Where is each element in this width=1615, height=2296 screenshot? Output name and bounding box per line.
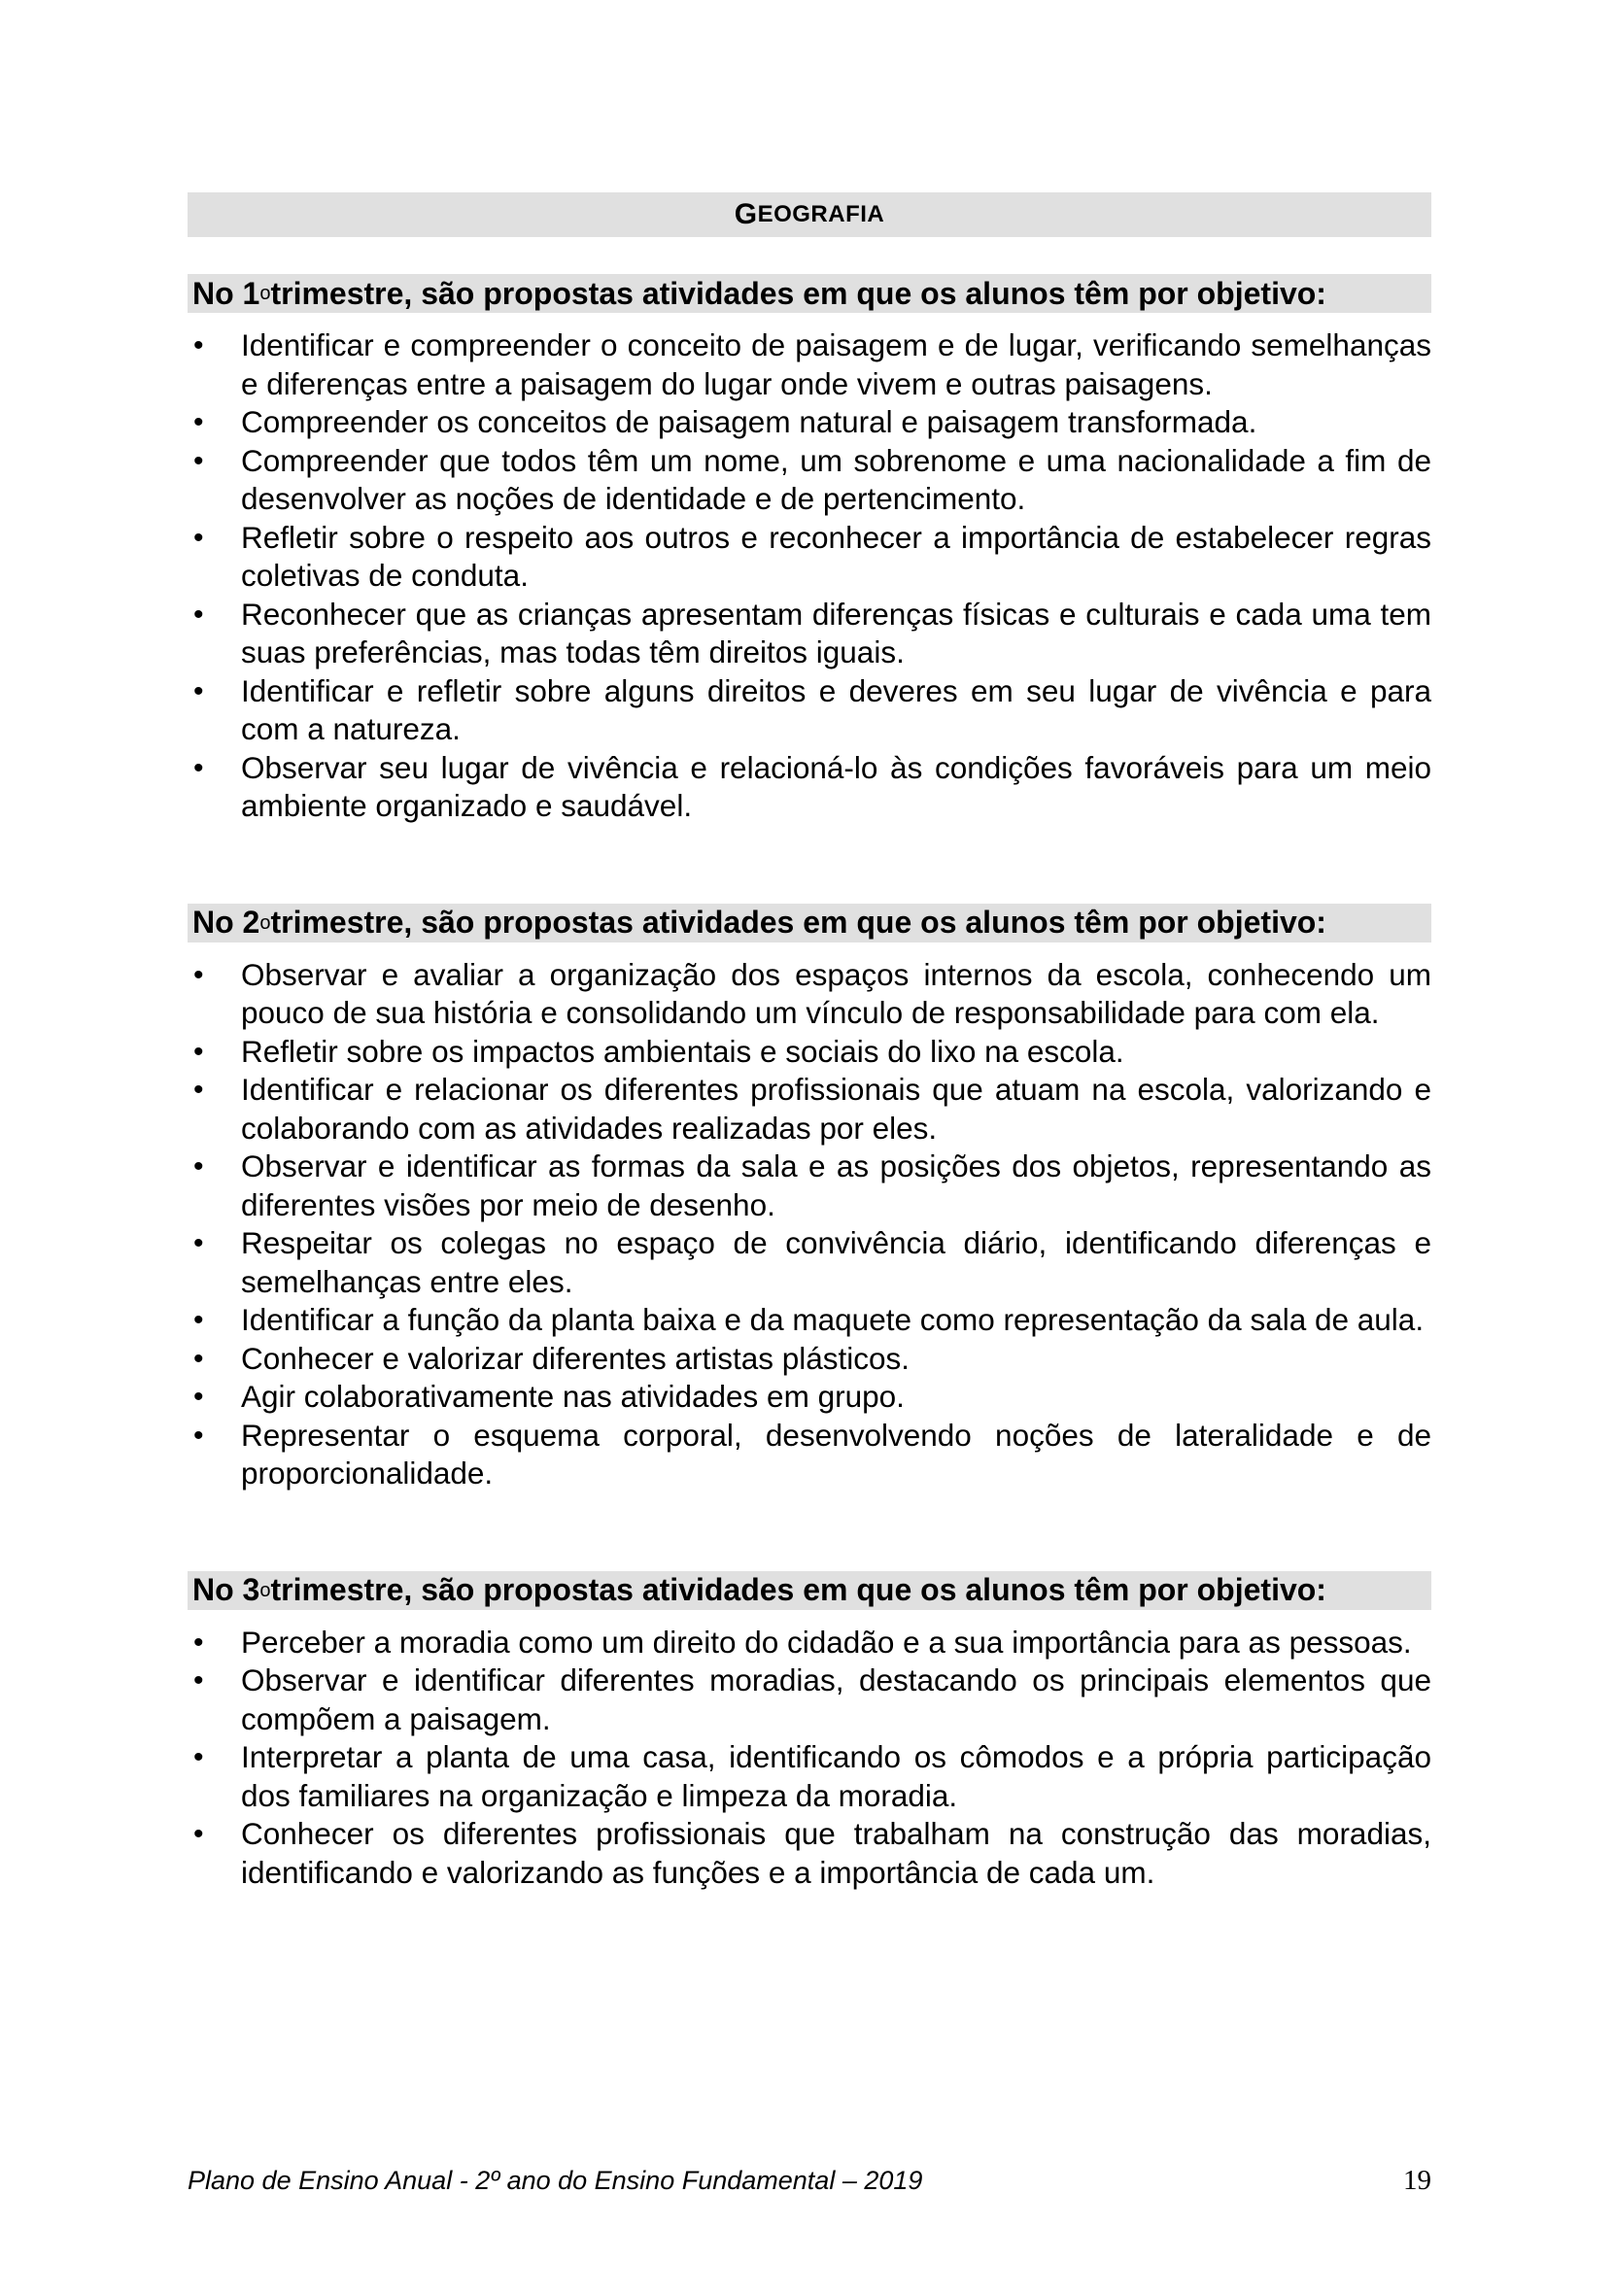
page-content bbox=[188, 192, 1431, 1892]
list-item: • Perceber a moradia como um direito do cidadão e a sua importância para as pessoas. bbox=[188, 1624, 1431, 1662]
list-item: • Identificar a função da planta baixa e da maquete como representação da sala de aula. bbox=[188, 1301, 1431, 1340]
subject-title: G EOGRAFIA bbox=[188, 192, 1431, 237]
list-item: • Respeitar os colegas no espaço de convivência diário, identificando diferenças e semelhanças entre eles. bbox=[188, 1224, 1431, 1301]
list-item: • Conhecer e valorizar diferentes artistas plásticos. bbox=[188, 1340, 1431, 1379]
heading-prefix: No 2 bbox=[192, 905, 260, 940]
section-trimester-2 bbox=[188, 904, 1431, 1493]
list-item: • Compreender os conceitos de paisagem natural e paisagem transformada. bbox=[188, 403, 1431, 442]
list-item: • Representar o esquema corporal, desenvolvendo noções de lateralidade e de proporcionalidade. bbox=[188, 1417, 1431, 1493]
objectives-list bbox=[188, 1624, 1431, 1893]
page-footer bbox=[188, 2165, 1431, 2197]
list-item: • Conhecer os diferentes profissionais que trabalham na construção das moradias, identificando e valorizando as funções e a importância de cada um. bbox=[188, 1815, 1431, 1892]
section-trimester-1 bbox=[188, 274, 1431, 826]
list-item: • Identificar e relacionar os diferentes profissionais que atuam na escola, valorizando e colaborando com as atividades realizadas por eles. bbox=[188, 1071, 1431, 1148]
list-item: • Observar e avaliar a organização dos espaços internos da escola, conhecendo um pouco de sua história e consolidando um vínculo de responsabilidade para com ela. bbox=[188, 956, 1431, 1033]
footer-text: Plano de Ensino Anual - 2º ano do Ensino Fundamental – 2019 bbox=[188, 2166, 923, 2195]
section-heading: No 2 o trimestre, são propostas atividades em que os alunos têm por objetivo: bbox=[188, 904, 1431, 942]
list-item: • Interpretar a planta de uma casa, identificando os cômodos e a própria participação dos familiares na organização e limpeza da moradia. bbox=[188, 1738, 1431, 1815]
heading-rest: trimestre, são propostas atividades em que os alunos têm por objetivo: bbox=[270, 905, 1326, 940]
list-item: • Refletir sobre o respeito aos outros e reconhecer a importância de estabelecer regras coletivas de conduta. bbox=[188, 519, 1431, 596]
list-item: • Observar e identificar as formas da sala e as posições dos objetos, representando as diferentes visões por meio de desenho. bbox=[188, 1148, 1431, 1224]
list-item: • Observar seu lugar de vivência e relacioná-lo às condições favoráveis para um meio ambiente organizado e saudável. bbox=[188, 749, 1431, 826]
heading-rest: trimestre, são propostas atividades em que os alunos têm por objetivo: bbox=[270, 1572, 1326, 1607]
heading-rest: trimestre, são propostas atividades em que os alunos têm por objetivo: bbox=[270, 275, 1326, 311]
list-item: • Refletir sobre os impactos ambientais e sociais do lixo na escola. bbox=[188, 1033, 1431, 1072]
list-item: • Identificar e compreender o conceito de paisagem e de lugar, verificando semelhanças e diferenças entre a paisagem do lugar onde vivem e outras paisagens. bbox=[188, 326, 1431, 403]
list-item: • Compreender que todos têm um nome, um sobrenome e uma nacionalidade a fim de desenvolver as noções de identidade e de pertencimento. bbox=[188, 442, 1431, 519]
section-heading: No 3 o trimestre, são propostas atividades em que os alunos têm por objetivo: bbox=[188, 1571, 1431, 1610]
heading-prefix: No 3 bbox=[192, 1572, 260, 1607]
section-trimester-3 bbox=[188, 1571, 1431, 1893]
list-item: • Reconhecer que as crianças apresentam diferenças físicas e culturais e cada uma tem suas preferências, mas todas têm direitos iguais. bbox=[188, 596, 1431, 672]
list-item: • Identificar e refletir sobre alguns direitos e deveres em seu lugar de vivência e para com a natureza. bbox=[188, 672, 1431, 749]
heading-prefix: No 1 bbox=[192, 275, 260, 311]
objectives-list bbox=[188, 956, 1431, 1493]
objectives-list bbox=[188, 326, 1431, 826]
section-heading: No 1 o trimestre, são propostas atividades em que os alunos têm por objetivo: bbox=[188, 274, 1431, 313]
list-item: • Observar e identificar diferentes moradias, destacando os principais elementos que compõem a paisagem. bbox=[188, 1662, 1431, 1738]
list-item: • Agir colaborativamente nas atividades em grupo. bbox=[188, 1378, 1431, 1417]
page-number: 19 bbox=[1403, 2165, 1431, 2196]
